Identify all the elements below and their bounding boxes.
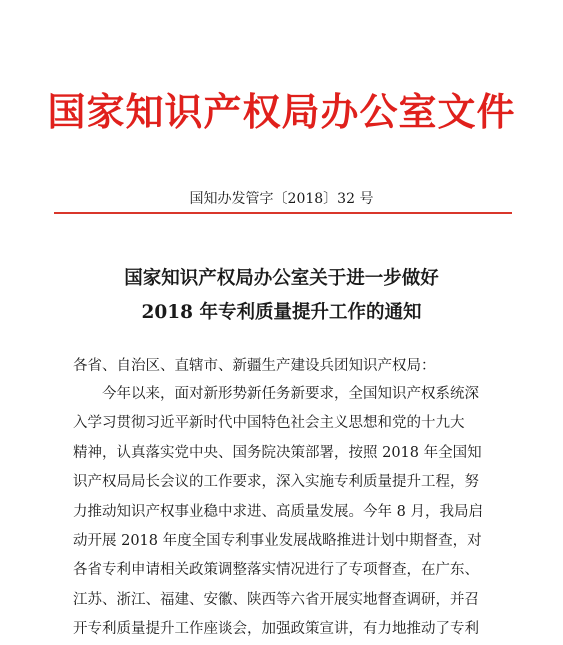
body-line: 识产权局局长会议的工作要求，深入实施专利质量提升工程，努 <box>73 474 479 491</box>
body-line: 动开展 2018 年度全国专利事业发展战略推进计划中期督查，对 <box>73 532 482 549</box>
body-line: 各省专利申请相关政策调整落实情况进行了专项督查，在广东、 <box>73 562 479 579</box>
body-line: 精神，认真落实党中央、国务院决策部署，按照 2018 年全国知 <box>73 444 482 461</box>
document-header-title: 国家知识产权局办公室文件 <box>47 89 516 134</box>
body-paragraph <box>73 380 493 645</box>
notice-title-line-2: 2018 年专利质量提升工作的通知 <box>141 302 422 323</box>
notice-title-line-1: 国家知识产权局办公室关于进一步做好 <box>124 268 439 289</box>
addressee-line: 各省、自治区、直辖市、新疆生产建设兵团知识产权局： <box>73 358 436 374</box>
body-line: 今年以来，面对新形势新任务新要求，全国知识产权系统深 <box>102 386 479 402</box>
body-line: 江苏、浙江、福建、安徽、陕西等六省开展实地督查调研，并召 <box>73 591 479 608</box>
header-divider-line <box>54 212 512 214</box>
body-line: 入学习贯彻习近平新时代中国特色社会主义思想和党的十九大 <box>73 415 465 432</box>
document-number: 国知办发管字〔2018〕32 号 <box>189 191 374 207</box>
notice-title <box>0 262 563 330</box>
body-line: 力推动知识产权事业稳中求进、高质量发展。今年 8 月，我局启 <box>73 503 483 520</box>
body-line: 开专利质量提升工作座谈会，加强政策宣讲，有力地推动了专利 <box>73 621 479 638</box>
